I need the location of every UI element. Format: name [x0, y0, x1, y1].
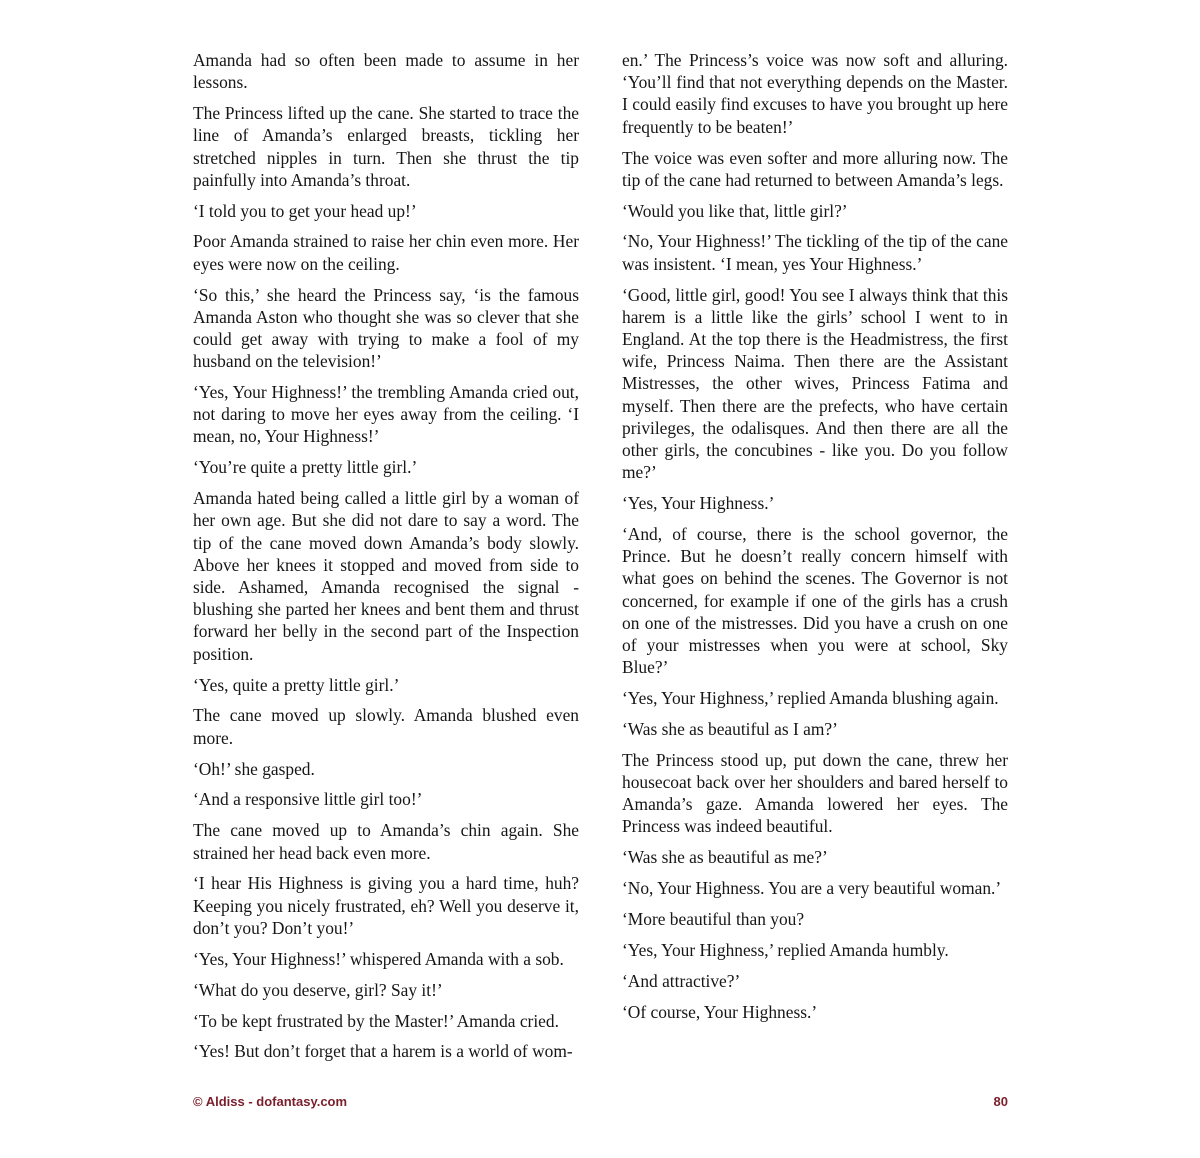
- paragraph: ‘Oh!’ she gasped.: [193, 758, 315, 779]
- paragraph: ‘Yes, quite a pretty little girl.’: [193, 674, 400, 695]
- paragraph: ‘Yes, Your Highness,’ replied Amanda blushing again.: [622, 688, 999, 709]
- paragraph: ‘And, of course, there is the school governor, the Prince. But he doesn’t really concern himself with what goes on behind the scenes. The Governor is not concerned, for example if one of the girls has a crush on one of the mistresses. Did you have a crush on one of your mistresses when you were at school, Sky Blue?’: [622, 523, 1008, 678]
- paragraph: ‘Was she as beautiful as me?’: [622, 847, 828, 868]
- paragraph: The Princess stood up, put down the cane, threw her housecoat back over her shoulders and bared herself to Amanda’s gaze. Amanda lowered her eyes. The Princess was indeed beautiful.: [622, 749, 1008, 837]
- paragraph: Amanda hated being called a little girl by a woman of her own age. But she did not dare to say a word. The tip of the cane moved down Amanda’s body slowly. Above her knees it stopped and moved from side to side. Ashamed, Amanda recognised the signal - blushing she parted her knees and bent them and thrust forward her belly in the second part of the Inspection position.: [193, 488, 579, 664]
- paragraph: The cane moved up slowly. Amanda blushed even more.: [193, 705, 579, 748]
- right-column: [622, 49, 1008, 1032]
- paragraph: ‘I told you to get your head up!’: [193, 200, 417, 221]
- paragraph: ‘No, Your Highness!’ The tickling of the tip of the cane was insistent. ‘I mean, yes Your Highness.’: [622, 231, 1008, 274]
- paragraph: ‘No, Your Highness. You are a very beautiful woman.’: [622, 878, 1002, 899]
- paragraph: ‘To be kept frustrated by the Master!’ Amanda cried.: [193, 1010, 559, 1031]
- paragraph: ‘Yes, Your Highness!’ whispered Amanda with a sob.: [193, 948, 564, 969]
- paragraph: ‘Was she as beautiful as I am?’: [622, 718, 838, 739]
- paragraph: ‘More beautiful than you?: [622, 909, 805, 930]
- paragraph: ‘What do you deserve, girl? Say it!’: [193, 979, 443, 1000]
- paragraph: ‘Of course, Your Highness.’: [622, 1001, 818, 1022]
- paragraph: The Princess lifted up the cane. She started to trace the line of Amanda’s enlarged breasts, tickling her stretched nipples in turn. Then she thrust the tip painfully into Amanda’s throat.: [193, 103, 579, 190]
- paragraph: en.’ The Princess’s voice was now soft and alluring. ‘You’ll find that not everything depends on the Master. I could easily find excuses to have you brought up here frequently to be beaten!’: [622, 50, 1008, 137]
- paragraph: ‘And a responsive little girl too!’: [193, 789, 423, 810]
- paragraph: The voice was even softer and more alluring now. The tip of the cane had returned to between Amanda’s legs.: [622, 147, 1008, 190]
- footer-copyright: © Aldiss - dofantasy.com: [193, 1094, 348, 1109]
- page-number: 80: [993, 1094, 1008, 1109]
- left-column: [193, 49, 579, 1071]
- paragraph: ‘Good, little girl, good! You see I always think that this harem is a little like the girls’ school I went to in England. At the top there is the Headmistress, the first wife, Princess Naima. Then there are the Assistant Mistresses, the other wives, Princess Fatima and myself. Then there are the prefects, who have certain privileges, the odalisques. And then there are all the other girls, the concubines - like you. Do you follow me?’: [622, 284, 1008, 483]
- paragraph: ‘You’re quite a pretty little girl.’: [193, 457, 418, 478]
- paragraph: Amanda had so often been made to assume in her lessons.: [193, 50, 579, 93]
- paragraph: ‘Yes, Your Highness,’ replied Amanda humbly.: [622, 940, 949, 961]
- paragraph: ‘Would you like that, little girl?’: [622, 200, 848, 221]
- paragraph: ‘Yes, Your Highness!’ the trembling Amanda cried out, not daring to move her eyes away from the ceiling. ‘I mean, no, Your Highness!’: [193, 382, 579, 447]
- paragraph: ‘I hear His Highness is giving you a hard time, huh? Keeping you nicely frustrated, eh? Well you deserve it, don’t you? Don’t you!’: [193, 873, 579, 938]
- paragraph: ‘So this,’ she heard the Princess say, ‘is the famous Amanda Aston who thought she was so clever that she could get away with trying to make a fool of my husband on the television!’: [193, 284, 579, 372]
- paragraph: ‘Yes, Your Highness.’: [622, 493, 775, 514]
- paragraph: ‘And attractive?’: [622, 970, 741, 991]
- paragraph: ‘Yes! But don’t forget that a harem is a world of wom-: [193, 1041, 573, 1062]
- paragraph: Poor Amanda strained to raise her chin even more. Her eyes were now on the ceiling.: [193, 231, 579, 274]
- paragraph: The cane moved up to Amanda’s chin again. She strained her head back even more.: [193, 820, 579, 863]
